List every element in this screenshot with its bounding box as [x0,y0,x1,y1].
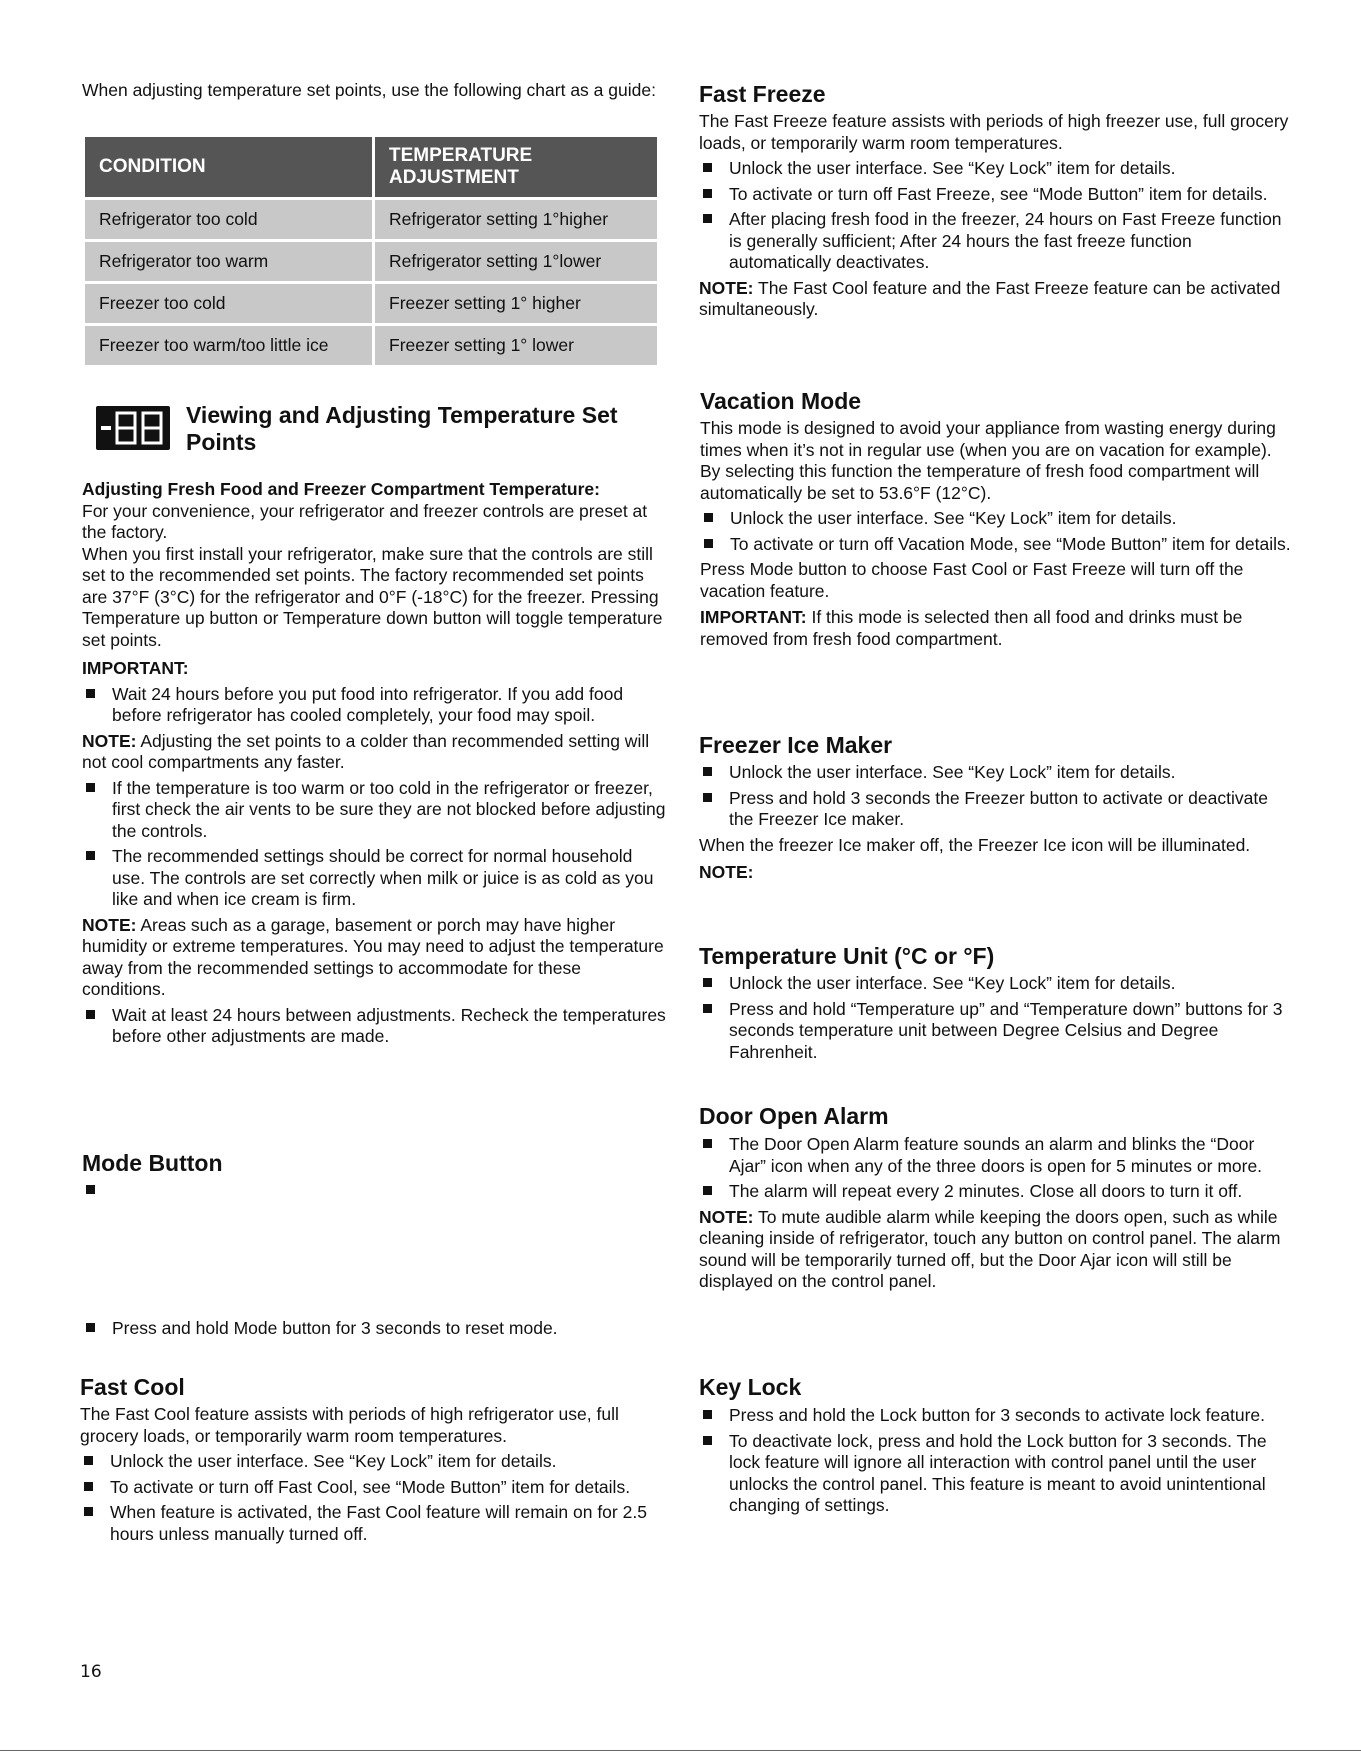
table-row [85,284,657,323]
important-text: If this mode is selected then all food and drinks must be removed from fresh food compartment. [700,607,1243,649]
fast-freeze-title: Fast Freeze [699,81,826,107]
note-text: Adjusting the set points to a colder than recommended setting will not cool compartments any faster. [82,730,650,772]
door-open-alarm-title: Door Open Alarm [699,1103,889,1129]
list-item: The recommended settings should be correct for normal household use. The controls are set correctly when milk or juice is as cold as you like and when ice cream is firm. [82,846,667,911]
bottom-rule [0,1750,1361,1751]
vacation-mode-title: Vacation Mode [700,388,862,414]
table-cell: Freezer setting 1° higher [375,284,657,323]
table-cell: Refrigerator setting 1°lower [375,242,657,281]
table-row [85,242,657,281]
table-cell: Freezer too warm/too little ice [85,326,372,365]
table-cell: Refrigerator setting 1°higher [375,200,657,239]
list-item: Press and hold “Temperature up” and “Temperature down” buttons for 3 seconds temperature unit between Degree Celsius and Degree Fahrenheit. [699,999,1291,1064]
note-text: Areas such as a garage, basement or porch may have higher humidity or extreme temperatures. You may need to adjust the temperature away from the recommended settings to accommodate for these conditions. [82,914,664,999]
key-lock-bullet-list [699,1405,1291,1517]
temp-unit-bullet-list [699,973,1291,1063]
table-header-row [85,137,657,197]
mode-bullet-list [82,1318,667,1344]
vacation-intro: This mode is designed to avoid your appliance from wasting energy during times when it’s not in regular use (when you are on vacation for example). By selecting this function the temperature of fresh food compartment will automatically be set to 53.6°F (12°C). [700,418,1276,503]
table-cell: Freezer setting 1° lower [375,326,657,365]
list-item: The Door Open Alarm feature sounds an alarm and blinks the “Door Ajar” icon when any of the three doors is open for 5 minutes or more. [699,1134,1291,1177]
viewing-section-body [82,479,667,1052]
list-item: Unlock the user interface. See “Key Lock” item for details. [80,1451,670,1473]
temperature-display-icon [96,406,170,450]
table-cell: Refrigerator too cold [85,200,372,239]
ice-maker-bullet-list [699,762,1291,831]
list-item: Unlock the user interface. See “Key Lock” item for details. [699,158,1291,180]
fast-cool-title: Fast Cool [80,1374,185,1400]
table-intro: When adjusting temperature set points, use the following chart as a guide: [82,80,656,100]
list-item: If the temperature is too warm or too cold in the refrigerator or freezer, first check the air vents to be sure they are not blocked before adjusting the controls. [82,778,667,843]
vacation-paragraph: Press Mode button to choose Fast Cool or Fast Freeze will turn off the vacation feature. [700,559,1244,601]
list-item: Wait 24 hours before you put food into refrigerator. If you add food before refrigerator has cooled completely, your food may spoil. [82,684,667,727]
list-item: Unlock the user interface. See “Key Lock” item for details. [700,508,1292,530]
list-item: Press and hold 3 seconds the Freezer button to activate or deactivate the Freezer Ice maker. [699,788,1291,831]
table-header-adjustment: TEMPERATURE ADJUSTMENT [375,137,657,197]
viewing-bullet-list [82,684,667,727]
note-label: NOTE: [82,914,137,935]
fast-cool-intro: The Fast Cool feature assists with periods of high refrigerator use, full grocery loads, or temporarily warm room temperatures. [80,1404,619,1446]
page-number: 16 [80,1662,102,1682]
viewing-bullet-list [82,778,667,911]
list-item: After placing fresh food in the freezer, 24 hours on Fast Freeze function is generally sufficient; After 24 hours the fast freeze function automatically deactivates. [699,209,1291,274]
list-item: Press and hold Mode button for 3 seconds to reset mode. [82,1318,667,1340]
note-label: NOTE: [699,277,754,298]
note-label: NOTE: [82,730,137,751]
list-item: To activate or turn off Fast Cool, see “Mode Button” item for details. [80,1477,670,1499]
temperature-guide-table [82,134,660,368]
door-open-alarm-body [699,1134,1291,1293]
vacation-mode-body [700,418,1292,650]
viewing-subheading: Adjusting Fresh Food and Freezer Compartment Temperature: [82,479,600,499]
list-item: To activate or turn off Vacation Mode, see “Mode Button” item for details. [700,534,1292,556]
list-item: Press and hold the Lock button for 3 seconds to activate lock feature. [699,1405,1291,1427]
list-item: Unlock the user interface. See “Key Lock” item for details. [699,973,1291,995]
important-paragraph [700,607,1292,650]
fast-freeze-body [699,111,1291,321]
temperature-unit-body [699,973,1291,1067]
note-paragraph [82,915,667,1001]
table-row [85,200,657,239]
note-paragraph [699,1207,1291,1293]
viewing-section-title: Viewing and Adjusting Temperature Set Points [186,402,618,455]
viewing-bullet-list [82,1005,667,1048]
fast-cool-bullet-list [80,1451,670,1545]
table-cell: Refrigerator too warm [85,242,372,281]
table-row [85,326,657,365]
ice-maker-paragraph: When the freezer Ice maker off, the Freezer Ice icon will be illuminated. [699,834,1251,855]
note-paragraph [699,278,1291,321]
freezer-ice-maker-body [699,762,1291,884]
freezer-ice-maker-title: Freezer Ice Maker [699,732,893,758]
list-item: When feature is activated, the Fast Cool feature will remain on for 2.5 hours unless manually turned off. [80,1502,670,1545]
note-text: The Fast Cool feature and the Fast Freeze feature can be activated simultaneously. [699,277,1281,319]
list-item: To deactivate lock, press and hold the Lock button for 3 seconds. The lock feature will ignore all interaction with control panel until the user unlocks the control panel. This feature is meant to avoid unintentional changing of settings. [699,1431,1291,1517]
mode-bullet-list [82,1180,667,1184]
list-item: The alarm will repeat every 2 minutes. Close all doors to turn it off. [699,1181,1291,1203]
viewing-paragraph: For your convenience, your refrigerator and freezer controls are preset at the factory. [82,500,648,542]
list-item: Wait at least 24 hours between adjustments. Recheck the temperatures before other adjustments are made. [82,1005,667,1048]
temperature-unit-title: Temperature Unit (°C or °F) [699,943,995,969]
important-label: IMPORTANT: [700,607,807,627]
note-paragraph [82,731,667,774]
table-header-condition: CONDITION [85,137,372,197]
table-cell: Freezer too cold [85,284,372,323]
fast-freeze-bullet-list [699,158,1291,274]
list-item: To activate or turn off Fast Freeze, see “Mode Button” item for details. [699,184,1291,206]
mode-button-title: Mode Button [82,1150,223,1176]
fast-cool-body [80,1404,670,1549]
important-label: IMPORTANT: [82,658,189,678]
note-label: NOTE: [699,862,754,882]
vacation-bullet-list [700,508,1292,555]
key-lock-title: Key Lock [699,1374,802,1400]
list-item: Unlock the user interface. See “Key Lock” item for details. [699,762,1291,784]
note-label: NOTE: [699,1206,754,1227]
viewing-paragraph: When you first install your refrigerator, make sure that the controls are still set to the recommended set points. The factory recommended set points are 37°F (3°C) for the refrigerator and 0°F (-18°C) for the freezer. Pressing Temperature up button or Temperature down button will toggle temperature set points. [82,543,663,650]
key-lock-body [699,1405,1291,1521]
door-alarm-bullet-list [699,1134,1291,1203]
note-text: To mute audible alarm while keeping the doors open, such as while cleaning inside of refrigerator, touch any button on control panel. The alarm sound will be temporarily turned off, but the Door Ajar icon will still be displayed on the control panel. [699,1206,1281,1291]
fast-freeze-intro: The Fast Freeze feature assists with periods of high freezer use, full grocery loads, or temporarily warm room temperatures. [699,111,1289,153]
